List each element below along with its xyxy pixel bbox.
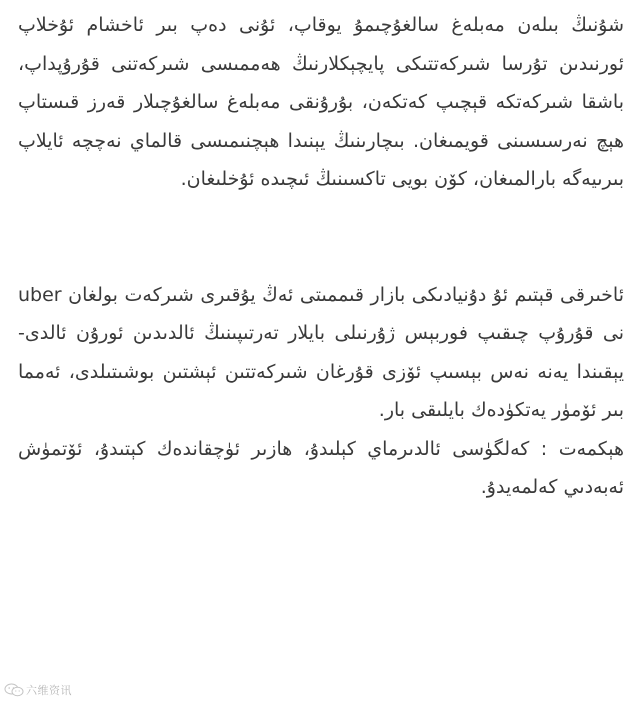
article-paragraph: شۇنىڭ بىلەن مەبلەغ سالغۇچىمۇ يوقاپ، ئۇنى دەپ بىر ئاخشام ئۇخلاپ ئورنىدىن تۇرسا شىركەتتىكى پايچېكلارنىڭ ھەممىسى شىركەتنى قۇرۇپداپ، باشقا شىركەتكە قېچىپ كەتكەن، بۇرۇنقى مەبلەغ سالغۇچىلار قەرز قىستاپ ھېچ نەرسىسىنى قويمىغان. بىچارىنىڭ يېنىدا ھېچنىمىسى قالماي نەچچە ئايلاپ بىرىيەگە بارالمىغان، كۆن بويى تاكسىنىڭ ئىچىدە ئۇخلىغان. bbox=[18, 14, 624, 190]
paragraph-spacer bbox=[18, 199, 624, 276]
article-paragraph: ھېكمەت : كەلگۈسى ئالدىرماي كېلىدۇ، ھازىر ئۈچقاندەك كېتىدۇ، ئۆتمۈش ئەبەدىي كەلمەيدۇ. bbox=[18, 437, 624, 498]
wechat-icon bbox=[4, 683, 24, 697]
article-body bbox=[18, 6, 624, 507]
article-paragraph: ئاخىرقى قېتىم ئۇ دۇنيادىكى بازار قىممىتى ئەڭ يۇقىرى شىركەت بولغان uber نى قۇرۇپ چىقىپ فوربېس ژۇرنىلى بايلار تەرتىپىنىڭ ئالدىدىن ئورۇن ئالدى- يېقىندا يەنە نەس بېسىپ ئۆزى قۇرغان شىركەتتىن ئېشتىن بوشىتىلدى، ئەمما بىر ئۆمۈر يەتكۈدەك بايلىقى بار. bbox=[18, 283, 624, 421]
watermark-text: 六维资讯 bbox=[26, 684, 72, 697]
